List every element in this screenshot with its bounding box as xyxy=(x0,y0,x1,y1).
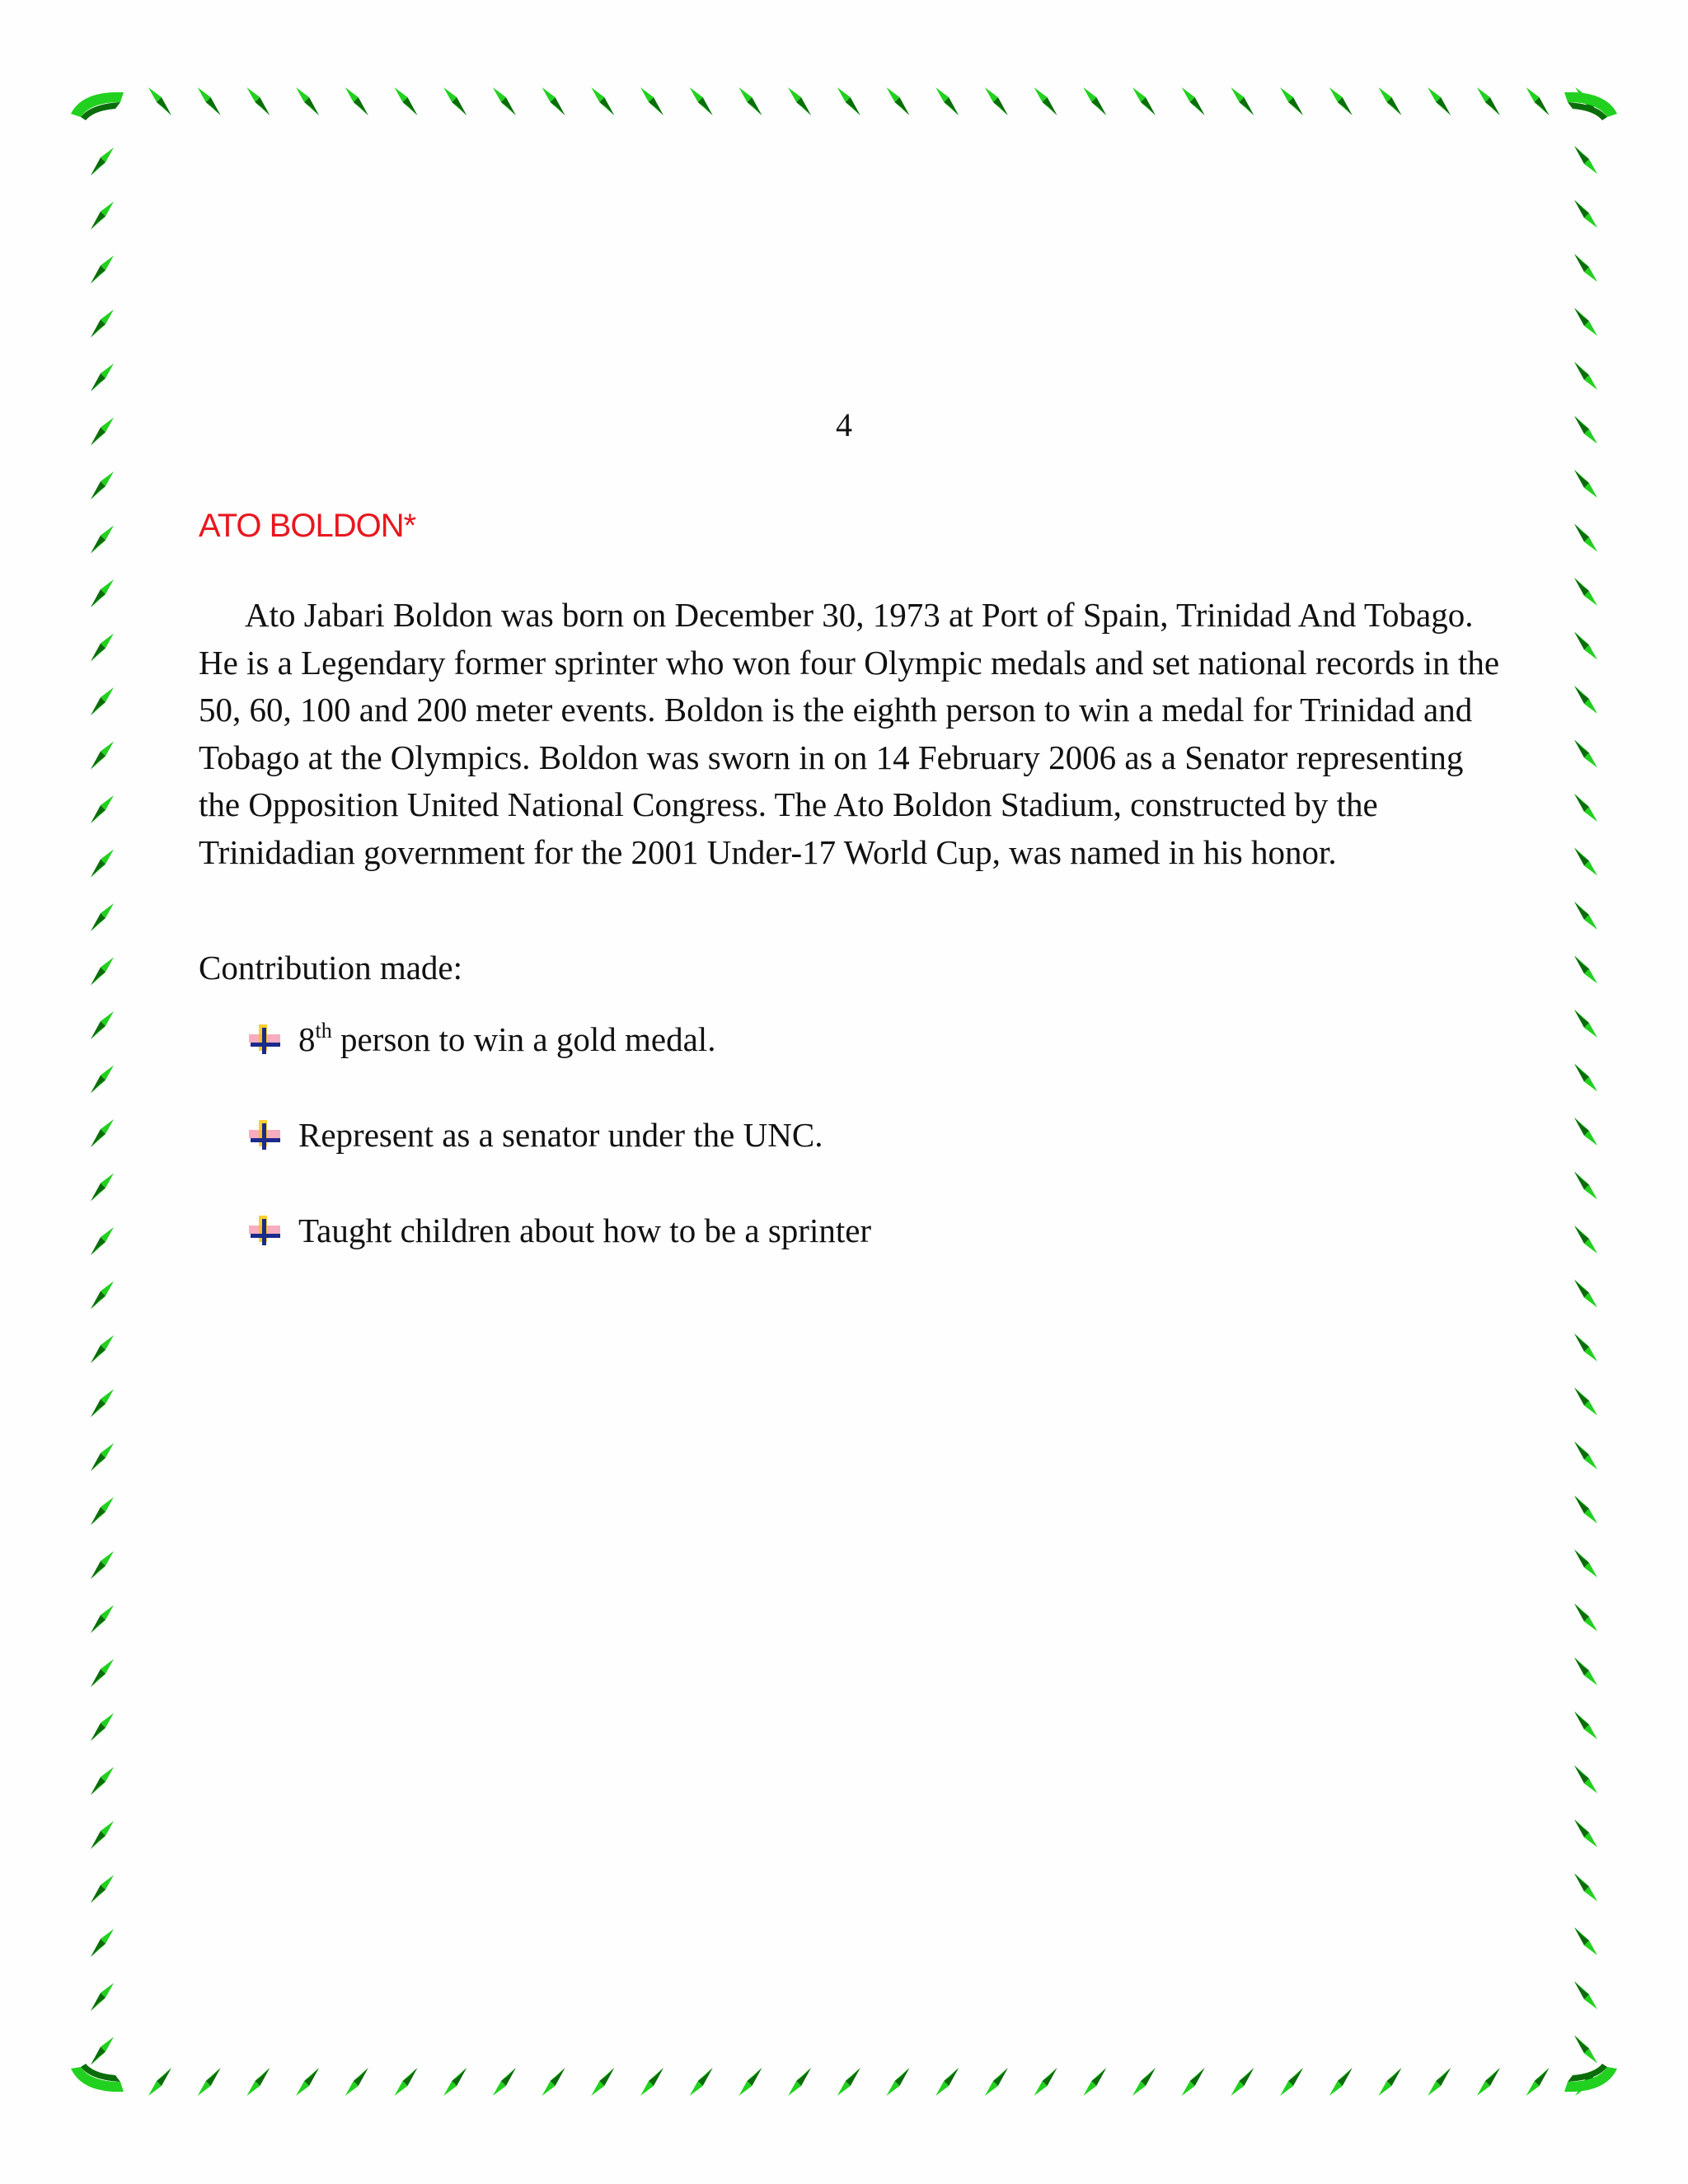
green-ribbon-icon xyxy=(1574,1549,1597,1577)
green-ribbon-icon xyxy=(443,87,467,115)
green-ribbon-icon xyxy=(1231,87,1254,115)
list-item-text: 8th person to win a gold medal. xyxy=(298,1019,716,1058)
green-ribbon-icon xyxy=(1574,362,1597,390)
green-ribbon-icon xyxy=(1574,1928,1597,1956)
green-ribbon-icon xyxy=(1574,578,1597,606)
green-ribbon-icon xyxy=(1231,2068,1254,2096)
green-ribbon-icon xyxy=(738,87,762,115)
green-ribbon-icon xyxy=(1574,1820,1597,1848)
green-ribbon-icon xyxy=(91,1390,114,1418)
green-ribbon-icon xyxy=(935,2068,959,2096)
green-ribbon-icon xyxy=(690,87,713,115)
green-ribbon-icon xyxy=(1574,1981,1597,2009)
green-ribbon-icon xyxy=(591,2068,614,2096)
green-ribbon-icon xyxy=(1574,794,1597,822)
green-ribbon-icon xyxy=(91,579,114,607)
green-ribbon-icon xyxy=(1182,87,1205,115)
green-ribbon-icon xyxy=(1574,740,1597,768)
corner-ribbon-icon xyxy=(81,2064,120,2082)
green-ribbon-icon xyxy=(1574,200,1597,228)
contribution-label: Contribution made: xyxy=(199,949,462,987)
green-ribbon-icon xyxy=(837,87,860,115)
green-ribbon-icon xyxy=(1477,2068,1500,2096)
green-ribbon-icon xyxy=(91,1282,114,1310)
green-ribbon-icon xyxy=(1574,1388,1597,1416)
green-ribbon-icon xyxy=(91,1659,114,1687)
cross-bullet-icon xyxy=(247,1023,282,1056)
green-ribbon-icon xyxy=(1182,2068,1205,2096)
green-ribbon-icon xyxy=(91,1605,114,1633)
green-ribbon-icon xyxy=(1083,87,1106,115)
green-ribbon-icon xyxy=(788,87,811,115)
green-ribbon-icon xyxy=(985,2068,1008,2096)
corner-ribbon-icon xyxy=(81,102,120,120)
green-ribbon-icon xyxy=(91,471,114,499)
green-ribbon-icon xyxy=(1574,1226,1597,1254)
green-ribbon-icon xyxy=(198,87,221,115)
green-ribbon-icon xyxy=(1477,87,1500,115)
green-ribbon-icon xyxy=(91,1983,114,2011)
green-ribbon-icon xyxy=(91,1119,114,1147)
green-ribbon-icon xyxy=(91,903,114,931)
green-ribbon-icon xyxy=(91,1821,114,1849)
corner-ribbon-icon xyxy=(1564,2067,1617,2092)
green-ribbon-icon xyxy=(1574,470,1597,498)
corner-ribbon-icon xyxy=(71,2067,124,2092)
green-ribbon-icon xyxy=(1574,1604,1597,1632)
green-ribbon-icon xyxy=(91,1497,114,1526)
green-ribbon-icon xyxy=(1574,1657,1597,1685)
green-ribbon-icon xyxy=(1574,632,1597,660)
green-ribbon-icon xyxy=(345,87,368,115)
green-ribbon-icon xyxy=(1574,902,1597,930)
green-ribbon-icon xyxy=(246,87,270,115)
green-ribbon-icon xyxy=(91,148,114,176)
green-ribbon-icon xyxy=(1574,254,1597,282)
green-ribbon-icon xyxy=(1083,2068,1106,2096)
green-ribbon-icon xyxy=(1526,87,1550,115)
green-ribbon-icon xyxy=(640,87,663,115)
green-ribbon-icon xyxy=(1329,2068,1353,2096)
green-ribbon-icon xyxy=(1574,1712,1597,1740)
green-ribbon-icon xyxy=(91,1174,114,1202)
green-ribbon-icon xyxy=(91,1011,114,1039)
green-ribbon-icon xyxy=(91,958,114,986)
corner-ribbon-icon xyxy=(71,92,124,117)
green-ribbon-icon xyxy=(148,2068,171,2096)
section-heading: ATO BOLDON* xyxy=(199,508,416,544)
green-ribbon-icon xyxy=(1428,87,1451,115)
green-ribbon-icon xyxy=(1574,2036,1597,2064)
green-ribbon-icon xyxy=(1428,2068,1451,2096)
green-ribbon-icon xyxy=(1379,2068,1402,2096)
green-ribbon-icon xyxy=(91,634,114,662)
list-item-text: Represent as a senator under the UNC. xyxy=(298,1116,823,1154)
green-ribbon-icon xyxy=(1574,1280,1597,1308)
corner-ribbon-icon xyxy=(1568,102,1607,120)
green-ribbon-icon xyxy=(985,87,1008,115)
green-ribbon-icon xyxy=(493,2068,516,2096)
green-ribbon-icon xyxy=(542,2068,565,2096)
green-ribbon-icon xyxy=(91,687,114,715)
corner-ribbon-icon xyxy=(1564,92,1617,117)
green-ribbon-icon xyxy=(1574,1118,1597,1146)
green-ribbon-icon xyxy=(91,526,114,554)
green-ribbon-icon xyxy=(1329,87,1353,115)
green-ribbon-icon xyxy=(542,87,565,115)
green-ribbon-icon xyxy=(1575,2068,1598,2096)
biography-paragraph: Ato Jabari Boldon was born on December 30, 1973 at Port of Spain, Trinidad And Tobago. He is a Legendary former sprinter who won four Olympic medals and set national records in the 50, 60, 100 and 200 meter events. Boldon is the eighth person to win a medal for Trinidad and Tobago at the Olympics. Boldon was sworn in on 14 February 2006 as a Senator representing the Opposition United National Congress. The Ato Boldon Stadium, constructed by the Trinidadian government for the 2001 Under-17 World Cup, was named in his honor. xyxy=(199,596,1500,871)
green-ribbon-icon xyxy=(91,1929,114,1957)
green-ribbon-icon xyxy=(1574,1441,1597,1469)
green-ribbon-icon xyxy=(1574,1064,1597,1092)
green-ribbon-icon xyxy=(1574,146,1597,174)
green-ribbon-icon xyxy=(91,1767,114,1795)
green-ribbon-icon xyxy=(443,2068,467,2096)
green-ribbon-icon xyxy=(1574,1496,1597,1524)
green-ribbon-icon xyxy=(887,2068,910,2096)
green-ribbon-icon xyxy=(591,87,614,115)
page-number: 4 xyxy=(836,406,852,443)
green-ribbon-icon xyxy=(493,87,516,115)
green-ribbon-icon xyxy=(1574,956,1597,984)
green-ribbon-icon xyxy=(1379,87,1402,115)
green-ribbon-icon xyxy=(91,1551,114,1579)
green-ribbon-icon xyxy=(1574,1765,1597,1793)
green-ribbon-icon xyxy=(1132,87,1156,115)
cross-bullet-icon xyxy=(247,1214,282,1247)
green-ribbon-icon xyxy=(1575,87,1598,115)
green-ribbon-icon xyxy=(246,2068,270,2096)
green-ribbon-icon xyxy=(1574,524,1597,552)
green-ribbon-icon xyxy=(345,2068,368,2096)
green-ribbon-icon xyxy=(395,2068,418,2096)
green-ribbon-icon xyxy=(640,2068,663,2096)
green-ribbon-icon xyxy=(1280,2068,1303,2096)
green-ribbon-icon xyxy=(91,850,114,878)
green-ribbon-icon xyxy=(1574,308,1597,336)
green-ribbon-icon xyxy=(1574,848,1597,876)
green-ribbon-icon xyxy=(1574,1873,1597,1901)
green-ribbon-icon xyxy=(887,87,910,115)
green-ribbon-icon xyxy=(738,2068,762,2096)
green-ribbon-icon xyxy=(91,1066,114,1094)
green-ribbon-icon xyxy=(690,2068,713,2096)
green-ribbon-icon xyxy=(91,742,114,770)
green-ribbon-icon xyxy=(1132,2068,1156,2096)
green-ribbon-icon xyxy=(1034,2068,1057,2096)
green-ribbon-icon xyxy=(198,2068,221,2096)
green-ribbon-icon xyxy=(91,202,114,230)
green-ribbon-icon xyxy=(296,87,319,115)
green-ribbon-icon xyxy=(837,2068,860,2096)
green-ribbon-icon xyxy=(91,795,114,823)
cross-bullet-icon xyxy=(247,1118,282,1151)
green-ribbon-icon xyxy=(91,1227,114,1255)
green-ribbon-icon xyxy=(788,2068,811,2096)
green-ribbon-icon xyxy=(91,2037,114,2065)
green-ribbon-icon xyxy=(148,87,171,115)
green-ribbon-icon xyxy=(1574,686,1597,714)
green-ribbon-icon xyxy=(91,1335,114,1363)
green-ribbon-icon xyxy=(1574,1010,1597,1038)
green-ribbon-icon xyxy=(1526,2068,1550,2096)
green-ribbon-icon xyxy=(91,255,114,284)
green-ribbon-icon xyxy=(1574,1333,1597,1361)
green-ribbon-icon xyxy=(91,1443,114,1471)
green-ribbon-icon xyxy=(1280,87,1303,115)
green-ribbon-icon xyxy=(91,310,114,338)
green-ribbon-icon xyxy=(1574,1172,1597,1200)
green-ribbon-icon xyxy=(1034,87,1057,115)
list-item-text: Taught children about how to be a sprinter xyxy=(298,1212,872,1249)
green-ribbon-icon xyxy=(91,1713,114,1741)
green-ribbon-icon xyxy=(296,2068,319,2096)
green-ribbon-icon xyxy=(91,363,114,391)
green-ribbon-icon xyxy=(935,87,959,115)
green-ribbon-icon xyxy=(395,87,418,115)
corner-ribbon-icon xyxy=(1568,2064,1607,2082)
green-ribbon-icon xyxy=(91,1875,114,1903)
